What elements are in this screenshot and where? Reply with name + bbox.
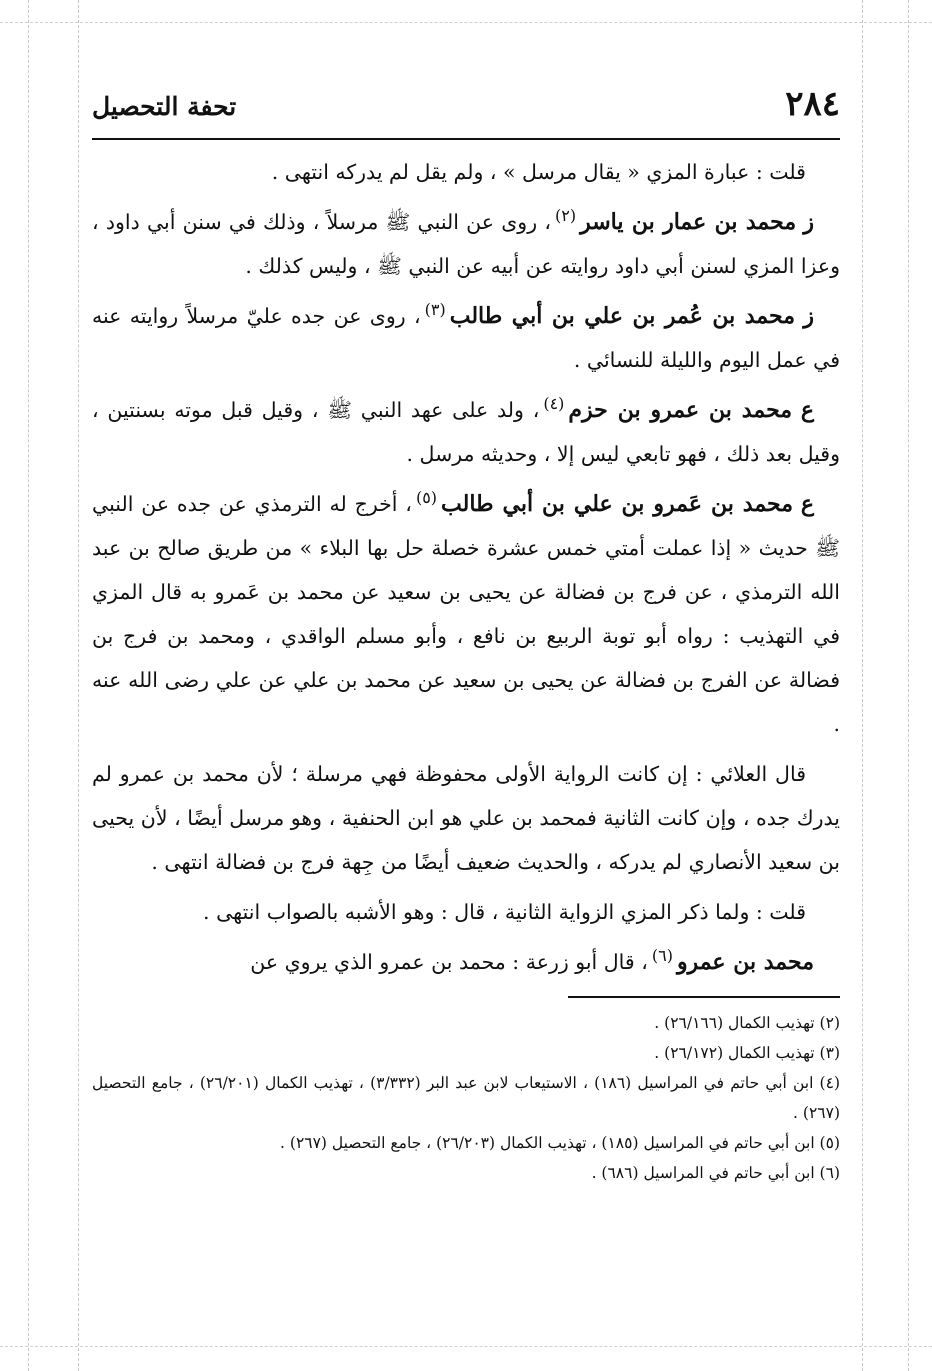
main-text <box>92 150 840 984</box>
guide-line <box>908 0 909 1371</box>
guide-line <box>862 0 863 1371</box>
paragraph-text: قلت : عبارة المزي « يقال مرسل » ، ولم يقل لم يدركه انتهى . <box>271 160 806 184</box>
paragraph <box>92 482 840 746</box>
footnote: (٢) تهذيب الكمال (٢٦/١٦٦) . <box>654 1014 840 1032</box>
paragraph <box>92 294 840 382</box>
footnotes <box>92 996 840 1188</box>
page-header <box>92 70 840 140</box>
paragraph-text: ، روى عن النبي ﷺ مرسلاً ، وذلك في سنن أبي داود ، وعزا المزي لسنن أبي داود روايته عن أبيه عن النبي ﷺ ، وليس كذلك . <box>92 210 840 278</box>
paragraph <box>92 200 840 288</box>
paragraph-text: ، روى عن جده عليّ مرسلاً روايته عنه في عمل اليوم والليلة للنسائي . <box>92 304 840 372</box>
paragraph <box>92 890 840 934</box>
paragraph-text: ، قال أبو زرعة : محمد بن عمرو الذي يروي عن <box>250 950 648 974</box>
footnote-ref: (٣) <box>424 300 446 320</box>
page-number: ٢٨٤ <box>785 84 840 124</box>
guide-line <box>0 22 932 23</box>
footnote-ref: (٢) <box>554 206 577 226</box>
footnote: (٤) ابن أبي حاتم في المراسيل (١٨٦) ، الاستيعاب لابن عبد البر (٣/٣٣٢) ، تهذيب الكمال (٢٦/٢٠١) ، جامع التحصيل (٢٦٧) . <box>92 1074 840 1122</box>
entry-name: محمد بن عمرو بن حزم <box>568 397 793 423</box>
paragraph-text: قلت : ولما ذكر المزي الزواية الثانية ، قال : وهو الأشبه بالصواب انتهى . <box>203 900 806 924</box>
entry-label: ز <box>803 209 814 235</box>
paragraph <box>92 388 840 476</box>
footnote-ref: (٥) <box>415 488 438 508</box>
footnote-ref: (٤) <box>543 394 565 414</box>
guide-line <box>0 1346 932 1347</box>
footnote-ref: (٦) <box>651 946 673 966</box>
paragraph-text: ، ولد على عهد النبي ﷺ ، وقيل قبل موته بسنتين ، وقيل بعد ذلك ، فهو تابعي ليس إلا ، وحديثه مرسل . <box>92 398 840 466</box>
entry-label: ع <box>800 491 814 517</box>
paragraph <box>92 150 840 194</box>
paragraph <box>92 940 840 984</box>
entry-label: ز <box>803 303 814 329</box>
footnote: (٦) ابن أبي حاتم في المراسيل (٦٨٦) . <box>591 1164 840 1182</box>
guide-line <box>28 0 29 1371</box>
paragraph-text: ، أخرج له الترمذي عن جده عن النبي ﷺ حديث « إذا عملت أمتي خمس عشرة خصلة حل بها البلاء » من طريق صالح بن عبد الله الترمذي ، عن فرج بن فضالة عن يحيى بن سعيد عن محمد بن عَمرو به قال المزي في التهذيب : رواه أبو توبة الربيع بن نافع ، وأبو مسلم الواقدي ، ومحمد بن فرج بن فضالة عن الفرج بن فضالة عن يحيى بن سعيد عن محمد بن علي عن علي رضى الله عنه . <box>92 492 840 736</box>
entry-label: ع <box>800 397 814 423</box>
footnote: (٥) ابن أبي حاتم في المراسيل (١٨٥) ، تهذيب الكمال (٢٦/٢٠٣) ، جامع التحصيل (٢٦٧) . <box>280 1134 840 1152</box>
paragraph <box>92 752 840 884</box>
guide-line <box>78 0 79 1371</box>
footnote: (٣) تهذيب الكمال (٢٦/١٧٢) . <box>654 1044 840 1062</box>
entry-name: محمد بن عَمرو بن علي بن أبي طالب <box>441 491 794 517</box>
entry-name: محمد بن عمار بن ياسر <box>580 209 797 235</box>
paragraph-text: قال العلائي : إن كانت الرواية الأولى محفوظة فهي مرسلة ؛ لأن محمد بن عمرو لم يدرك جده ، وإن كانت الثانية فمحمد بن علي هو ابن الحنفية ، وهو مرسل أيضًا ، لأن يحيى بن سعيد الأنصاري لم يدركه ، والحديث ضعيف أيضًا من جِهة فرج بن فضالة انتهى . <box>92 762 840 874</box>
book-page <box>92 70 840 1188</box>
footnote-divider <box>568 996 840 998</box>
running-title: تحفة التحصيل <box>92 92 237 121</box>
entry-name: محمد بن عمرو <box>676 949 814 975</box>
entry-name: محمد بن عُمر بن علي بن أبي طالب <box>449 303 795 329</box>
